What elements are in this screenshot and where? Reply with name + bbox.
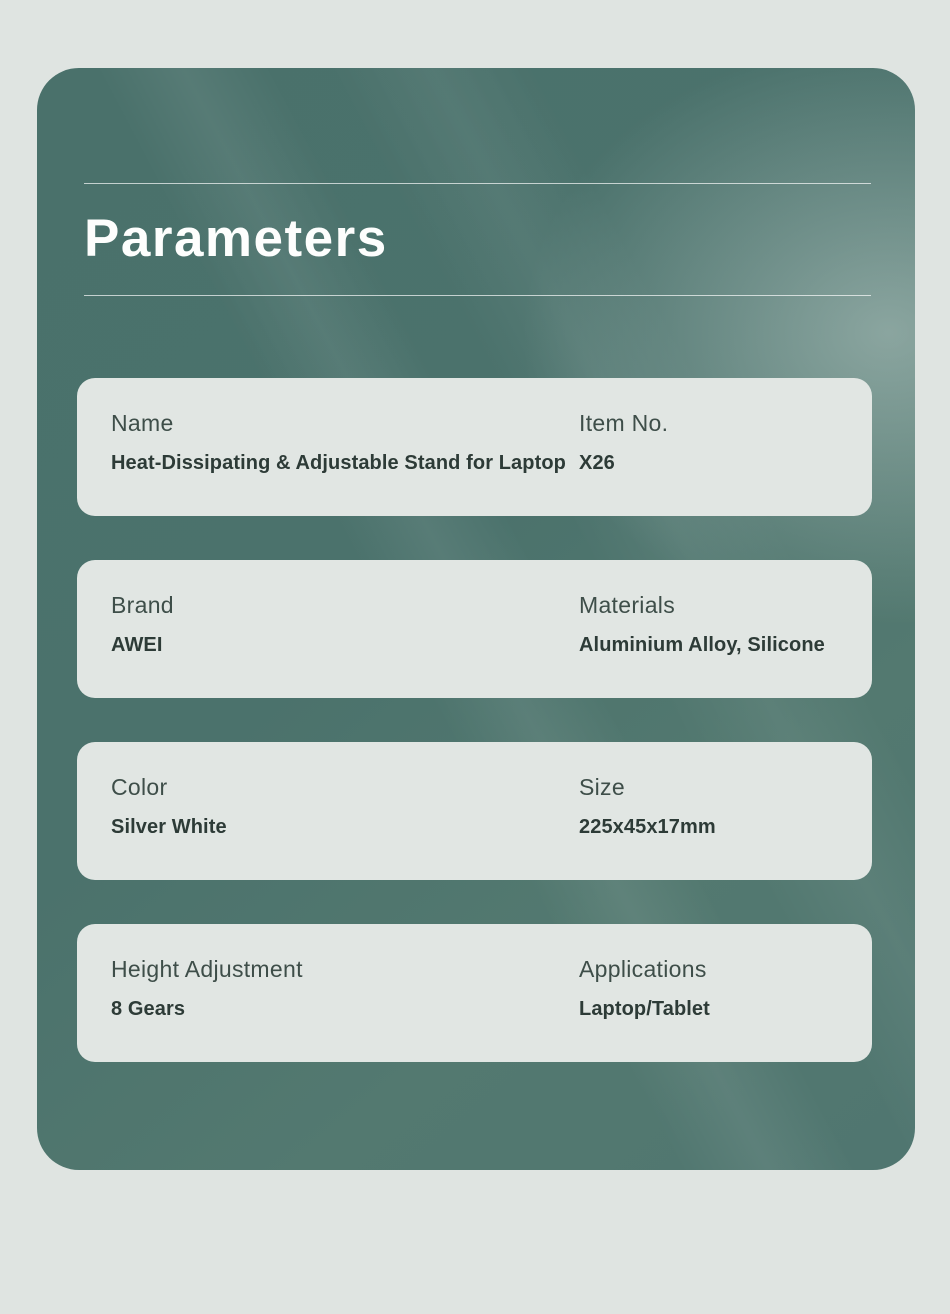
field-item-no	[579, 407, 862, 516]
field-value: AWEI	[111, 634, 163, 656]
spec-card-name-itemno	[77, 378, 872, 516]
field-value: 8 Gears	[111, 998, 186, 1020]
field-label: Brand	[111, 592, 174, 618]
field-value: X26	[579, 452, 615, 474]
field-label: Color	[111, 774, 168, 800]
spec-cards	[77, 378, 872, 1106]
field-materials	[579, 589, 862, 698]
field-label: Size	[579, 774, 625, 800]
field-label: Applications	[579, 956, 707, 982]
field-value: Heat-Dissipating & Adjustable Stand for Laptop	[111, 452, 566, 474]
field-name	[111, 407, 579, 516]
field-height-adjustment	[111, 953, 579, 1062]
title-block	[84, 183, 871, 296]
divider-top	[84, 183, 871, 184]
field-color	[111, 771, 579, 880]
field-label: Name	[111, 410, 174, 436]
field-applications	[579, 953, 862, 1062]
spec-card-brand-materials	[77, 560, 872, 698]
spec-card-height-applications	[77, 924, 872, 1062]
field-label: Height Adjustment	[111, 956, 303, 982]
page-title: Parameters	[84, 209, 388, 268]
field-label: Item No.	[579, 410, 669, 436]
field-value: 225x45x17mm	[579, 816, 716, 838]
spec-panel	[37, 68, 915, 1170]
spec-card-color-size	[77, 742, 872, 880]
field-brand	[111, 589, 579, 698]
field-value: Laptop/Tablet	[579, 998, 710, 1020]
divider-bottom	[84, 295, 871, 296]
field-value: Aluminium Alloy, Silicone	[579, 634, 825, 656]
field-value: Silver White	[111, 816, 227, 838]
field-size	[579, 771, 862, 880]
field-label: Materials	[579, 592, 676, 618]
